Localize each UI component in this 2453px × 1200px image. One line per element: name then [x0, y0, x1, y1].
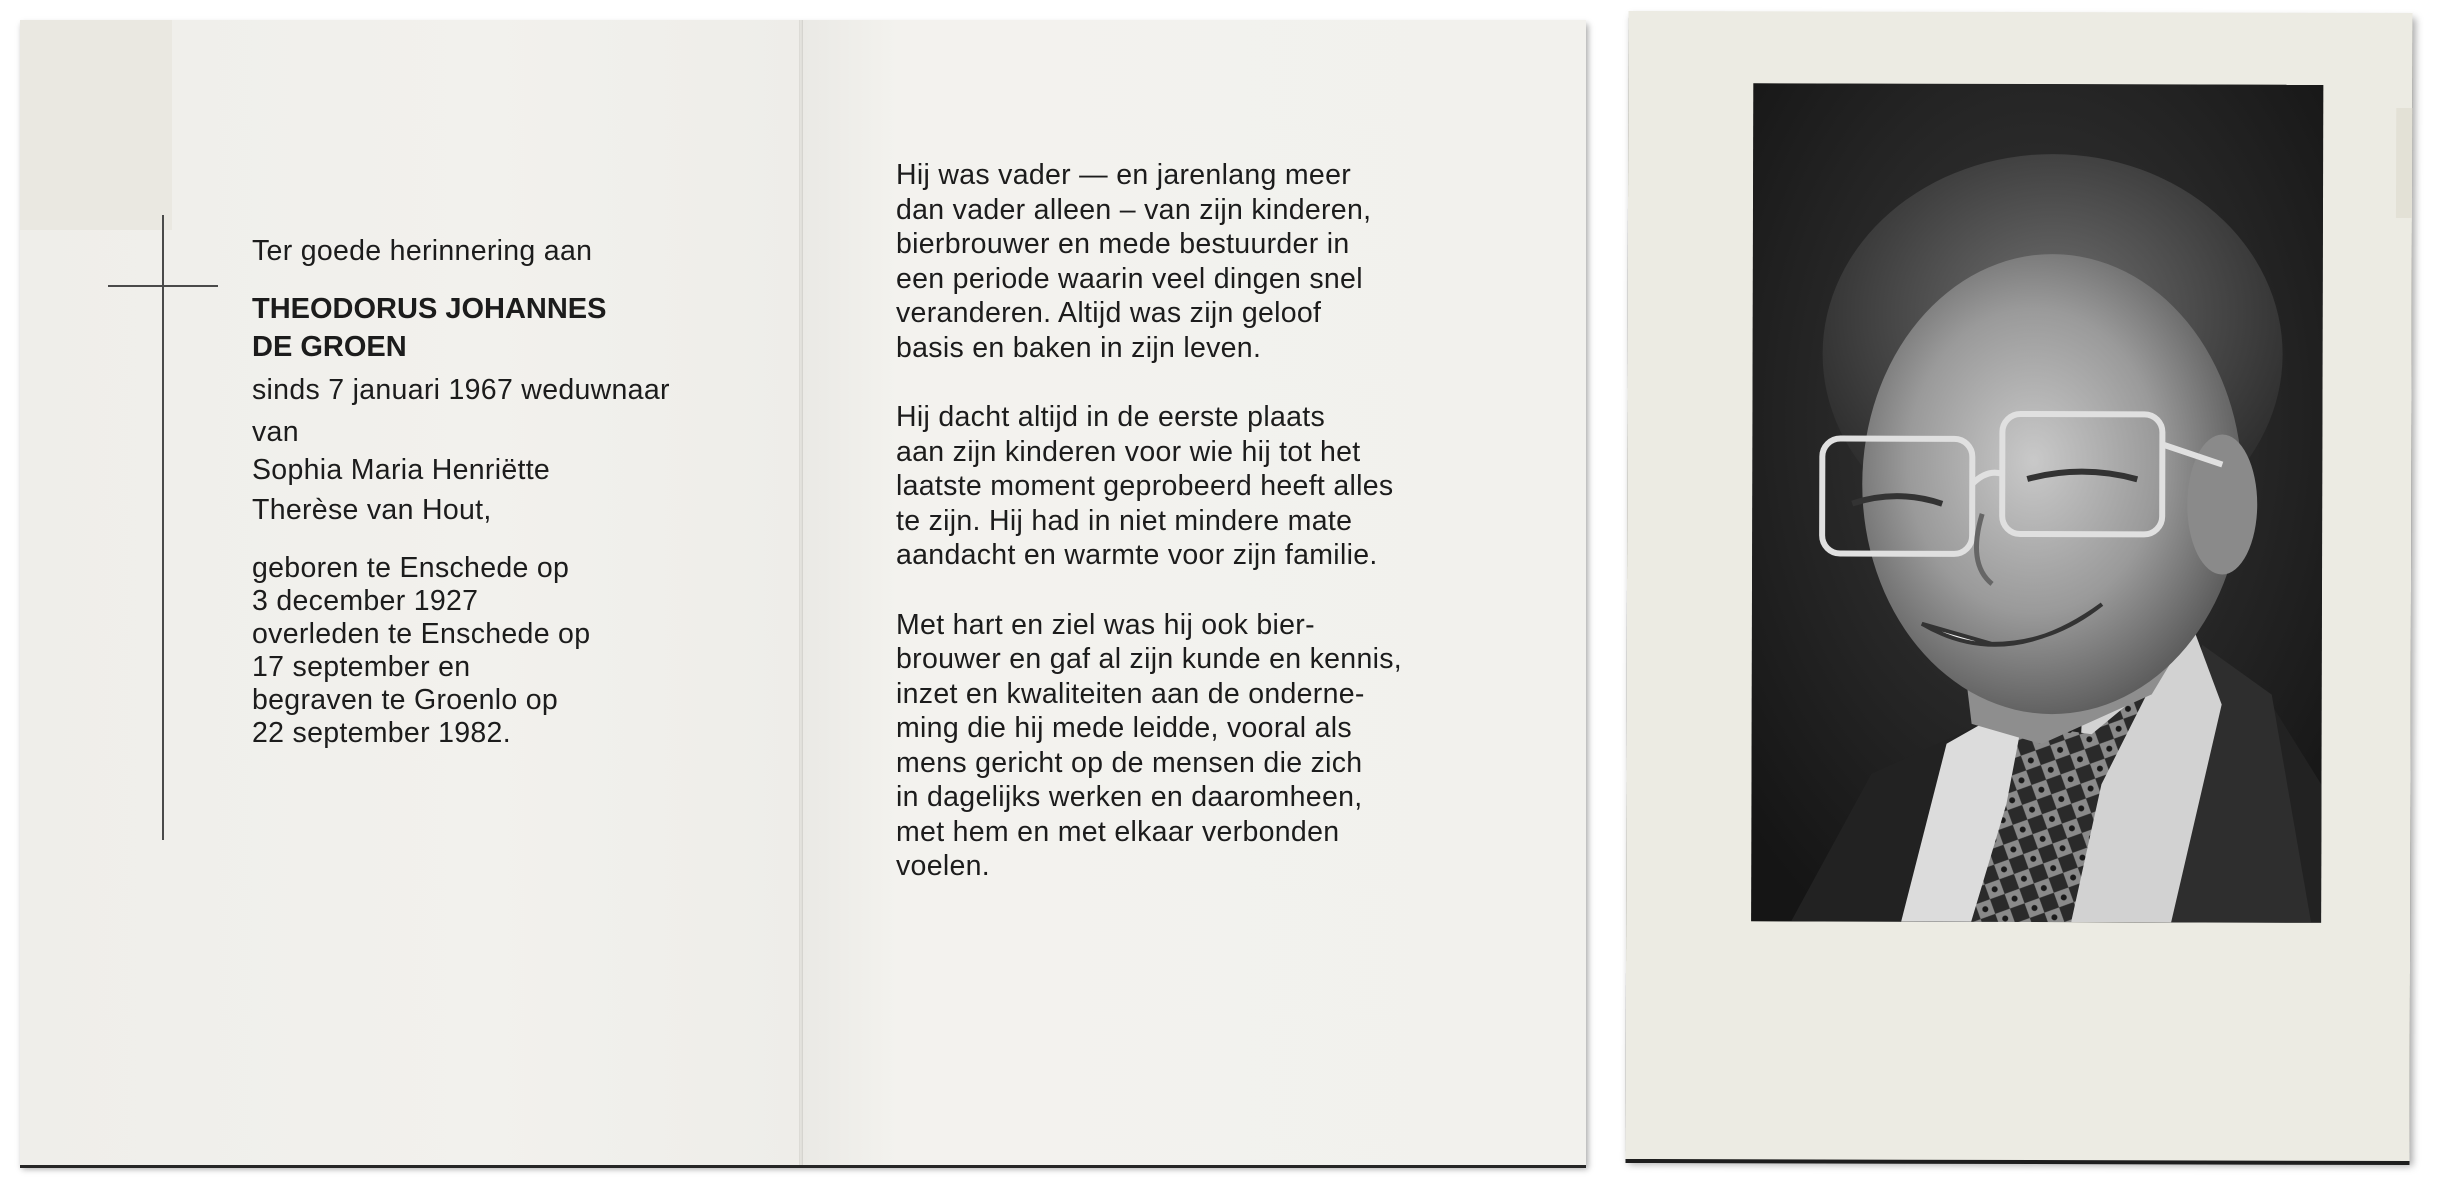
tribute-paragraph-3: Met hart en ziel was hij ook bier- brouwer en gaf al zijn kunde en kennis, inzet en kwaliteiten aan de onderne- ming die hij mede leidde, vooral als mens gericht op de mensen die zich in dagelijks werken en daaromheen, met hem en met elkaar verbonden voelen. — [896, 608, 1403, 882]
burial-line-2: 22 september 1982. — [252, 717, 511, 749]
tribute-paragraph-2: Hij dacht altijd in de eerste plaats aan zijn kinderen voor wie hij tot het laatste moment geprobeerd heeft alles te zijn. Hij had in niet mindere mate aandacht en warmte voor zijn familie. — [896, 401, 1394, 571]
tribute-text — [896, 158, 1516, 919]
portrait-illustration-icon — [1751, 83, 2323, 922]
memorial-card — [20, 20, 1586, 1165]
birth-line-1: geboren te Enschede op — [252, 552, 570, 584]
card-fold — [799, 20, 803, 1165]
deceased-name-line-1: THEODORUS JOHANNES — [252, 293, 607, 325]
photo-card — [1625, 11, 2412, 1161]
portrait-photo — [1751, 83, 2323, 922]
tape-mark — [20, 20, 172, 230]
burial-line-1: begraven te Groenlo op — [252, 684, 559, 716]
cross-icon — [162, 215, 164, 840]
tribute-paragraph-1: Hij was vader — en jarenlang meer dan vader alleen – van zijn kinderen, bierbrouwer en mede bestuurder in een periode waarin veel dingen snel veranderen. Altijd was zijn geloof basis en baken in zijn leven. — [896, 159, 1372, 364]
spouse-name-line-1: Sophia Maria Henriëtte — [252, 454, 551, 486]
remembrance-text — [252, 234, 772, 750]
widower-line-1: sinds 7 januari 1967 weduwnaar — [252, 374, 670, 406]
photo-card-tab — [2396, 108, 2412, 218]
death-line-2: 17 september en — [252, 651, 471, 683]
intro-line: Ter goede herinnering aan — [252, 235, 593, 267]
death-line-1: overleden te Enschede op — [252, 618, 591, 650]
spouse-name-line-2: Therèse van Hout, — [252, 494, 492, 526]
cross-icon-bar — [108, 285, 218, 287]
deceased-name-line-2: DE GROEN — [252, 331, 407, 363]
birth-line-2: 3 december 1927 — [252, 585, 479, 617]
widower-line-2: van — [252, 416, 299, 448]
